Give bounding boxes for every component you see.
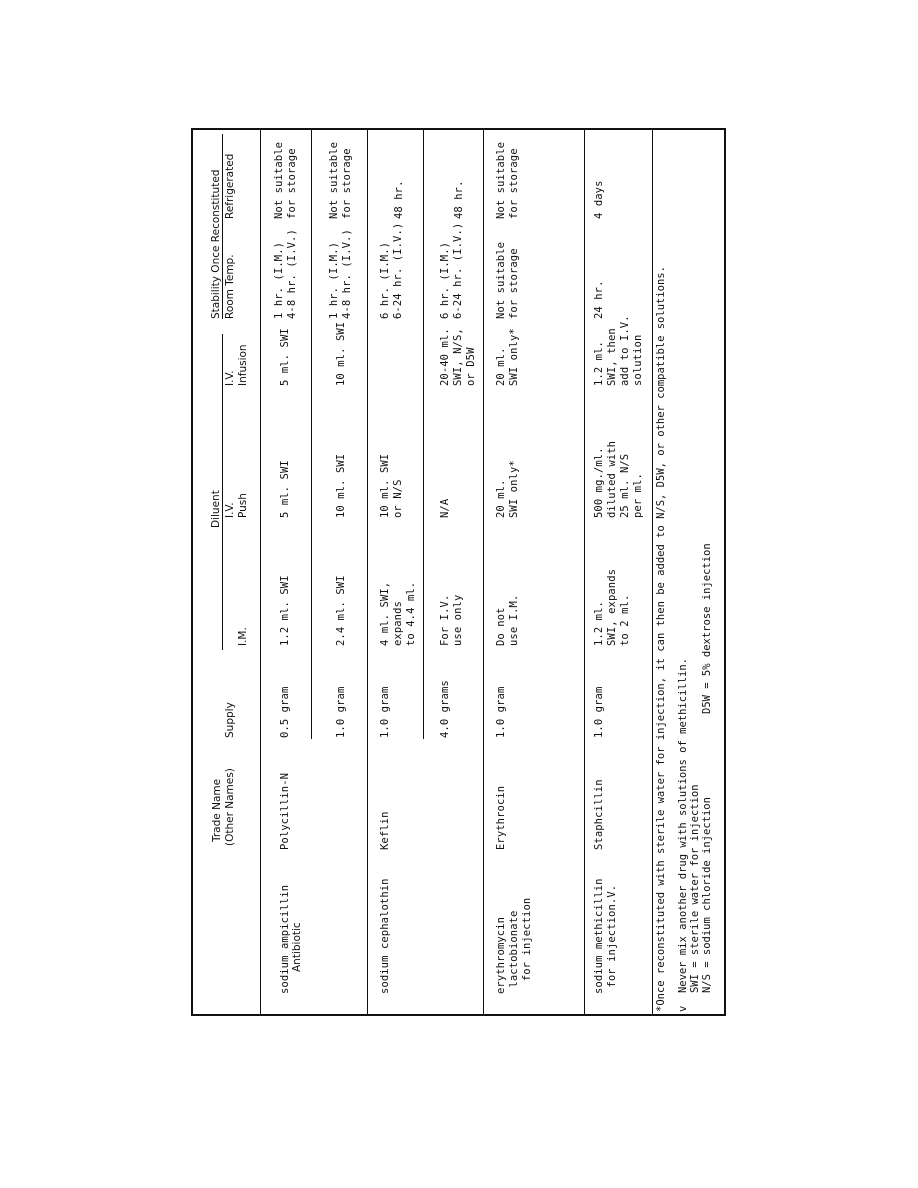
header-antibiotic: Antibiotic: [291, 922, 303, 972]
cell-iv-push: 5 ml. SWI: [279, 460, 291, 518]
header-refrigerated: Refrigerated: [224, 153, 236, 219]
header-room-temp: Room Temp.: [224, 254, 236, 319]
header-diluent: Diluent: [210, 490, 222, 528]
header-iv-push-line1: I.V.: [224, 502, 236, 518]
row-separator-cephalothin: [483, 130, 484, 1014]
cell-iv-push: 10 ml. SWI: [335, 453, 347, 518]
cell-iv-push: 500 mg./ml. diluted with 25 ml. N/S per ml.: [593, 440, 644, 518]
cell-trade-name: Erythrocin: [495, 785, 507, 850]
cell-refrigerated: Not suitable for storage: [495, 141, 520, 219]
cell-refrigerated: 48 hr.: [453, 180, 465, 219]
footnote-swi: SWI = sterile water for injection: [689, 784, 701, 1012]
row-separator-methicillin: [652, 130, 653, 1014]
cell-iv-push: 10 ml. SWI or N/S: [379, 453, 404, 518]
cell-supply: 0.5 gram: [279, 686, 291, 738]
footnote-ns: N/S = sodium chloride injection: [701, 797, 713, 1012]
cell-refrigerated: 4 days: [593, 180, 605, 219]
cell-iv-infusion: 10 ml. SWI: [335, 321, 347, 386]
cell-trade-name: Polycillin-N: [279, 772, 291, 850]
header-iv-push-line2: Push: [237, 493, 249, 518]
footnote-never-mix: v Never mix another drug with solutions of methicillin.: [677, 657, 689, 1012]
rotated-table: [193, 130, 724, 1014]
cell-im: 2.4 ml. SWI: [335, 575, 347, 646]
cell-im: Do not use I.M.: [495, 594, 520, 646]
cell-supply: 4.0 grams: [439, 680, 451, 738]
header-separator: [260, 130, 261, 1014]
cell-iv-infusion: 5 ml. SWI: [279, 328, 291, 386]
cell-room-temp: Not suitable for storage: [495, 241, 520, 319]
header-im: I.M.: [237, 627, 249, 646]
cell-antibiotic: sodium cephalothin: [379, 878, 391, 994]
cell-supply: 1.0 gram: [379, 686, 391, 738]
cell-supply: 1.0 gram: [335, 686, 347, 738]
cell-refrigerated: Not suitable for storage: [273, 141, 298, 219]
row-separator-erythromycin: [584, 130, 585, 1014]
cell-refrigerated: Not suitable for storage: [328, 141, 353, 219]
header-trade-name-line2: (Other Names): [224, 768, 236, 846]
cell-iv-infusion: 1.2 ml. SWI, then add to I.V. solution: [593, 315, 644, 386]
cell-im: 1.2 ml. SWI: [279, 575, 291, 646]
cell-supply: 1.0 gram: [495, 686, 507, 738]
cell-im: 1.2 ml. SWI, expands to 2 ml.: [593, 568, 631, 646]
subrow-separator-cephalothin: [423, 130, 424, 739]
cell-trade-name: Keflin: [379, 811, 391, 850]
cell-refrigerated: 48 hr.: [393, 180, 405, 219]
cell-iv-infusion: 20 ml. SWI only*: [495, 328, 520, 386]
table-frame: [191, 128, 726, 1016]
cell-room-temp: 6 hr. (I.M.) 6-24 hr. (I.V.): [379, 222, 404, 319]
cell-room-temp: 1 hr. (I.M.) 4-8 hr. (I.V.): [273, 229, 298, 319]
cell-room-temp: 1 hr. (I.M.) 4-8 hr. (I.V.): [328, 229, 353, 319]
header-supply: Supply: [224, 702, 236, 738]
cell-room-temp: 24 hr.: [593, 280, 605, 319]
header-iv-infusion-line1: I.V.: [224, 370, 236, 386]
footnote-d5w: D5W = 5% dextrose injection: [701, 543, 713, 714]
cell-iv-push: 20 ml. SWI only*: [495, 460, 520, 518]
subrow-separator-ampicillin: [311, 130, 312, 739]
footnote-asterisk: *Once reconstituted with sterile water for injection, it can then be added to N/S, D5W, or other compatible solutions.: [655, 266, 667, 1012]
stability-underline: [222, 134, 223, 319]
cell-room-temp: 6 hr. (I.M.) 6-24 hr. (I.V.): [439, 222, 464, 319]
header-trade-name-line1: Trade Name: [211, 778, 223, 842]
row-separator-ampicillin: [367, 130, 368, 1014]
cell-antibiotic: sodium methicillin for injection.V.: [593, 878, 618, 994]
header-iv-infusion-line2: Infusion: [237, 344, 249, 386]
cell-trade-name: Staphcillin: [593, 779, 605, 850]
cell-iv-infusion: 20-40 ml. SWI, N/S, or D5W: [439, 328, 477, 386]
diluent-underline: [222, 334, 223, 650]
cell-iv-push: N/A: [439, 498, 451, 518]
cell-supply: 1.0 gram: [593, 686, 605, 738]
header-stability: Stability Once Reconstituted: [210, 169, 222, 319]
cell-im: For I.V. use only: [439, 594, 464, 646]
cell-antibiotic: sodium ampicillin: [279, 884, 291, 994]
cell-im: 4 ml. SWI, expands to 4.4 ml.: [379, 581, 417, 646]
cell-antibiotic: erythromycin lactobionate for injection: [495, 897, 533, 994]
